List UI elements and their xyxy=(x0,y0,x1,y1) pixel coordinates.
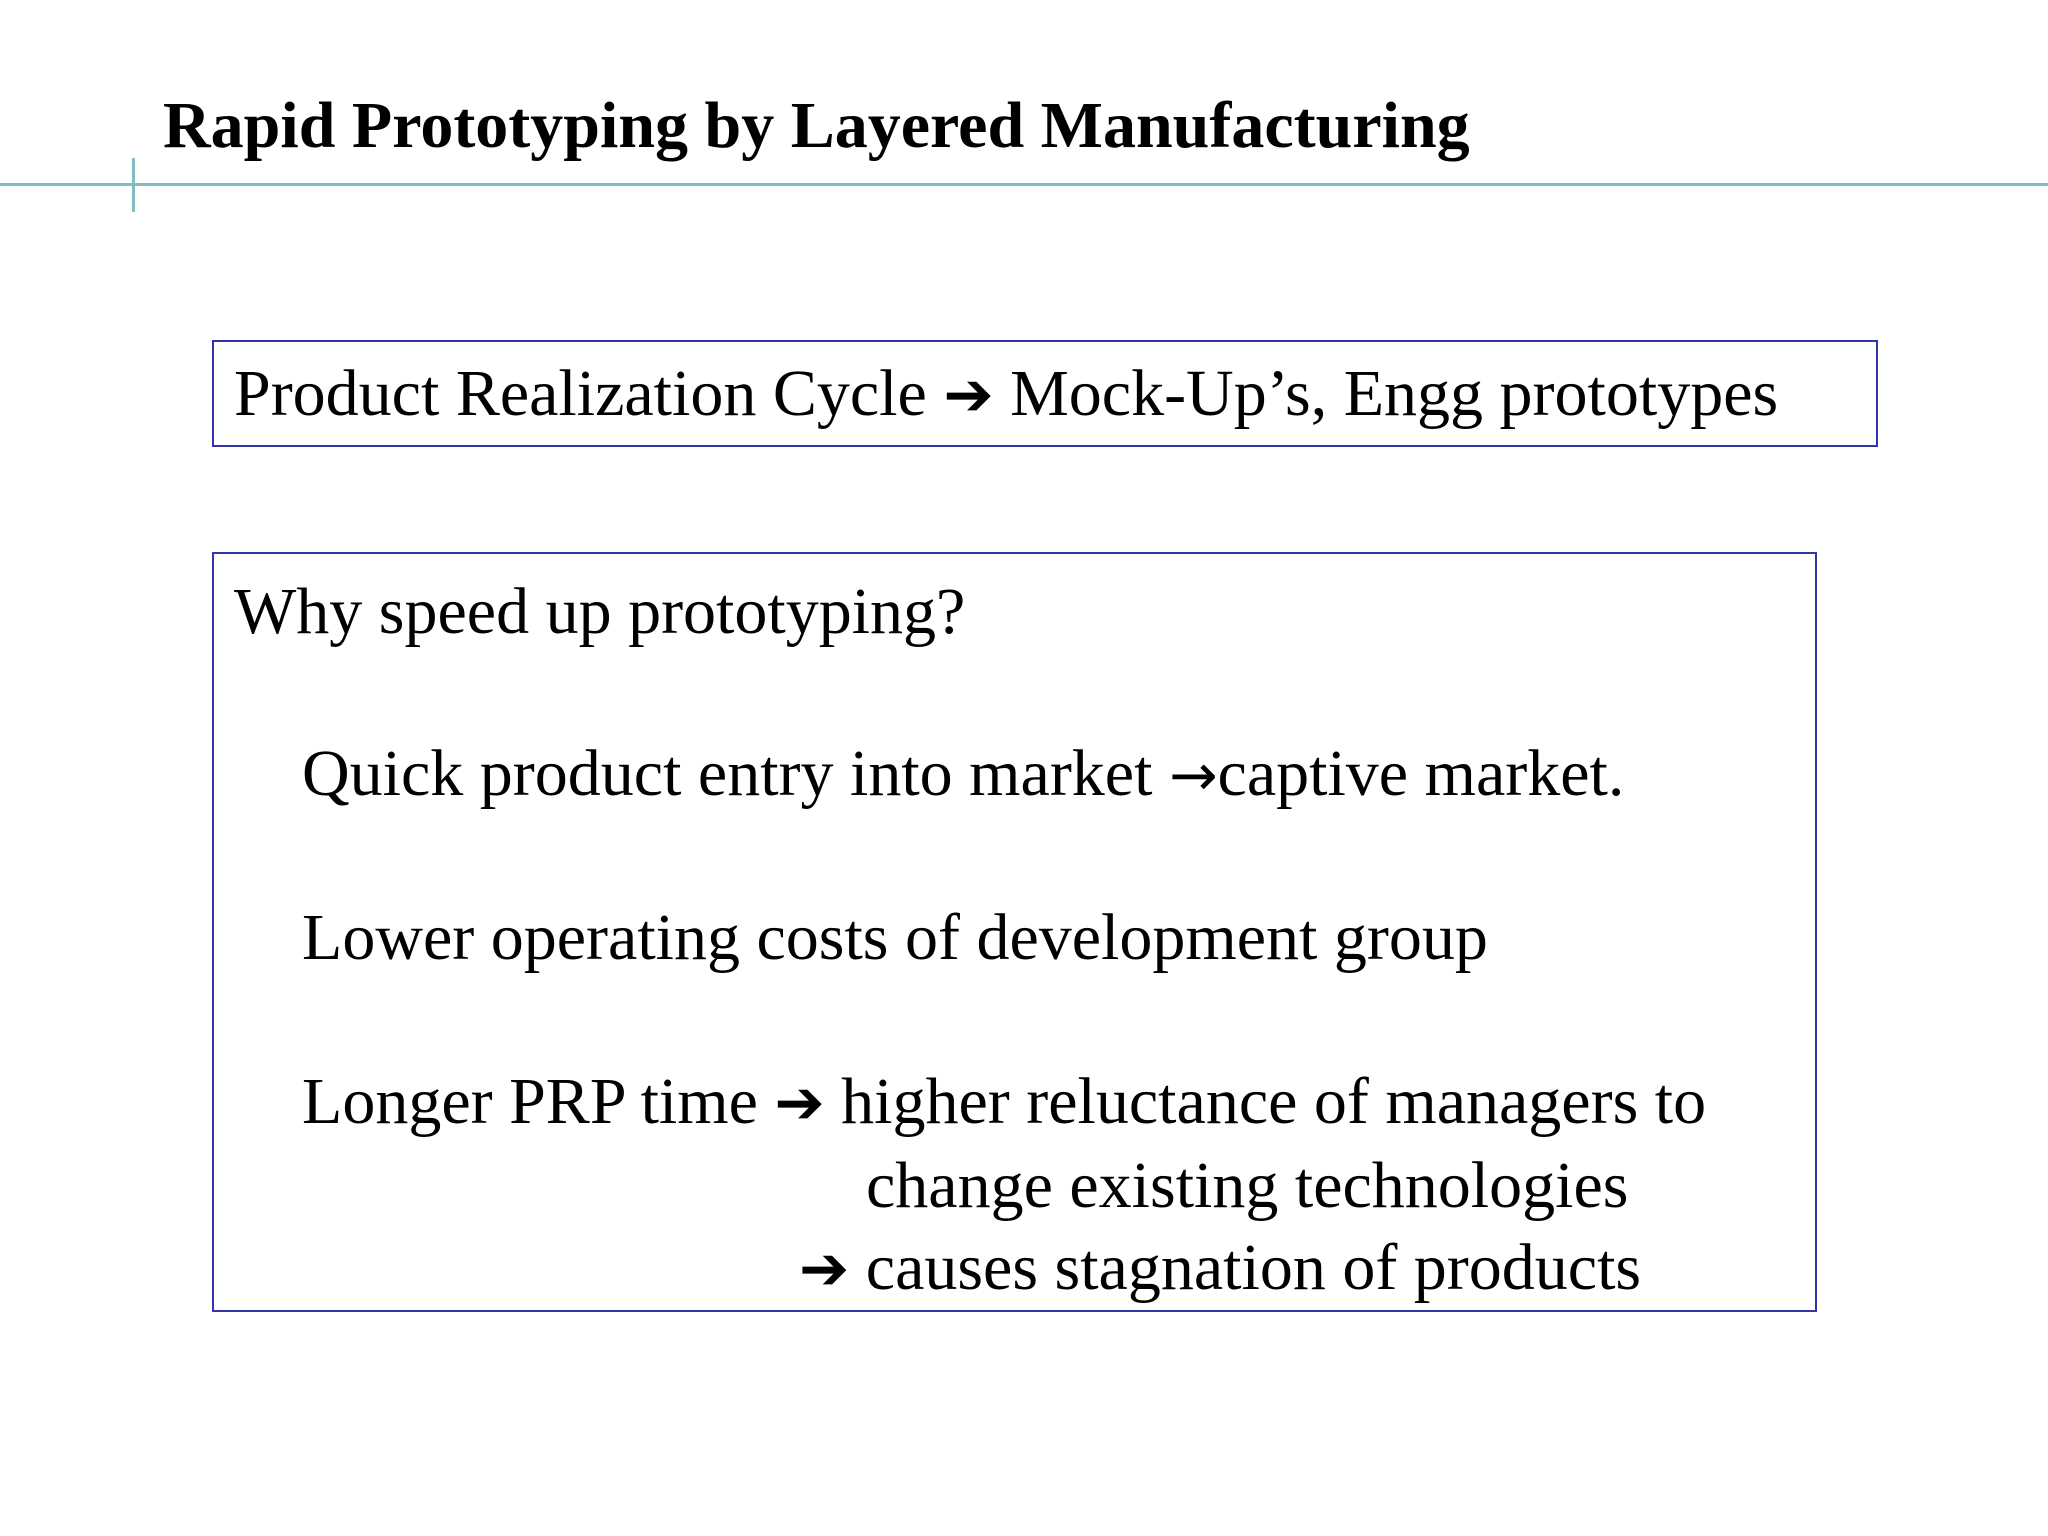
reason-longer-prp-text: Longer PRP time xyxy=(302,1065,758,1138)
right-arrow-icon: ➔ xyxy=(943,360,994,430)
reason-longer-prp-consequence xyxy=(799,1228,1641,1309)
reason-lower-costs: Lower operating costs of development group xyxy=(302,901,1488,974)
product-cycle-box xyxy=(212,340,1878,447)
prototype-types-label: Mock-Up’s, Engg prototypes xyxy=(1010,357,1779,430)
title-divider xyxy=(0,183,2048,186)
why-speed-up-heading: Why speed up prototyping? xyxy=(234,575,966,648)
reason-longer-prp xyxy=(302,1062,1706,1143)
reason-consequence-text: causes stagnation of products xyxy=(865,1231,1642,1304)
title-divider-tick xyxy=(132,158,135,212)
reason-quick-entry-text: Quick product entry into market xyxy=(302,737,1169,810)
why-speed-up-box xyxy=(212,552,1817,1312)
right-arrow-icon: → xyxy=(1168,741,1218,809)
reason-longer-prp-result: higher reluctance of managers to xyxy=(841,1065,1707,1138)
reason-longer-prp-continuation: change existing technologies xyxy=(866,1149,1629,1222)
product-cycle-label: Product Realization Cycle xyxy=(234,357,927,430)
slide-title: Rapid Prototyping by Layered Manufacturing xyxy=(163,89,1470,162)
right-arrow-icon: ➔ xyxy=(799,1234,850,1304)
reason-quick-entry xyxy=(302,734,1624,815)
right-arrow-icon: ➔ xyxy=(774,1068,825,1138)
product-cycle-line xyxy=(234,354,1778,435)
reason-quick-entry-result: captive market. xyxy=(1217,737,1625,810)
